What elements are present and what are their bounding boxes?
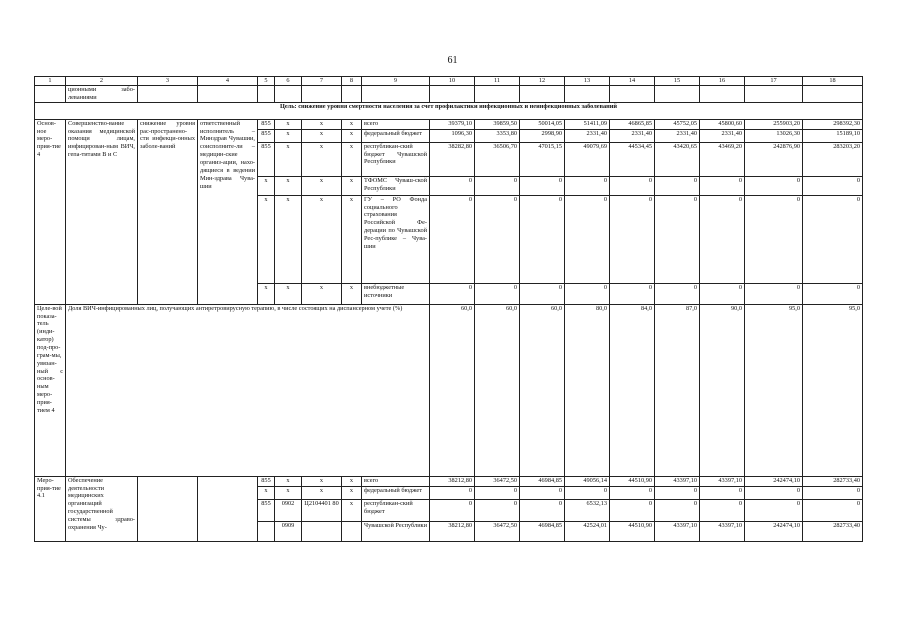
section-code: x bbox=[275, 283, 302, 304]
funding-value: 0 bbox=[565, 195, 610, 283]
funding-value: 0 bbox=[655, 195, 700, 283]
expense-type-code: x bbox=[342, 129, 362, 142]
funding-value: 49056,14 bbox=[565, 476, 610, 486]
funding-value: 0 bbox=[430, 283, 475, 304]
funding-value: 15189,10 bbox=[803, 129, 863, 142]
funding-value: 0 bbox=[565, 486, 610, 499]
expense-type-code: x bbox=[342, 176, 362, 195]
funding-source: всего bbox=[362, 476, 430, 486]
funding-value: 0 bbox=[520, 176, 565, 195]
target-article-code: x bbox=[302, 142, 342, 176]
funding-value: 0 bbox=[803, 176, 863, 195]
column-numbers-row bbox=[35, 77, 863, 86]
target-article-code: x bbox=[302, 176, 342, 195]
target-article-code: x bbox=[302, 119, 342, 129]
funding-value: 39859,50 bbox=[475, 119, 520, 129]
funding-value: 45800,60 bbox=[700, 119, 745, 129]
funding-value: 0 bbox=[475, 499, 520, 521]
funding-value: 255903,20 bbox=[745, 119, 803, 129]
section-code: x bbox=[275, 119, 302, 129]
indicator-value: 60,0 bbox=[520, 304, 565, 476]
column-number: 9 bbox=[362, 77, 430, 86]
indicator-value: 80,0 bbox=[565, 304, 610, 476]
indicator-value: 95,0 bbox=[745, 304, 803, 476]
funding-value: 0 bbox=[700, 499, 745, 521]
funding-value: 45752,05 bbox=[655, 119, 700, 129]
grbs-code: 855 bbox=[258, 476, 275, 486]
funding-value: 282733,40 bbox=[803, 476, 863, 486]
funding-value: 0 bbox=[700, 176, 745, 195]
funding-value: 0 bbox=[700, 195, 745, 283]
funding-source: федеральный бюджет bbox=[362, 129, 430, 142]
column-number: 10 bbox=[430, 77, 475, 86]
expense-type-code: x bbox=[342, 142, 362, 176]
column-number: 7 bbox=[302, 77, 342, 86]
funding-value: 46984,85 bbox=[520, 521, 565, 541]
funding-value: 0 bbox=[610, 486, 655, 499]
indicator-value: 95,0 bbox=[803, 304, 863, 476]
target-article-code: x bbox=[302, 283, 342, 304]
section-code: 0909 bbox=[275, 521, 302, 541]
section-code: x bbox=[275, 142, 302, 176]
budget-table bbox=[34, 76, 863, 542]
funding-value: 0 bbox=[745, 176, 803, 195]
column-number: 15 bbox=[655, 77, 700, 86]
measure-name: Совершенство-вание оказания медицинской помощи лицам, инфицирован-ным ВИЧ, гепа-титами В и С bbox=[66, 119, 138, 304]
continuation-text: ционными забо-леваниями bbox=[66, 86, 138, 103]
column-number: 5 bbox=[258, 77, 275, 86]
funding-value: 0 bbox=[745, 486, 803, 499]
page-number: 61 bbox=[447, 55, 458, 66]
funding-value: 36472,50 bbox=[475, 521, 520, 541]
funding-value: 242474,10 bbox=[745, 521, 803, 541]
funding-value: 13026,30 bbox=[745, 129, 803, 142]
funding-value: 43397,10 bbox=[700, 521, 745, 541]
funding-value: 0 bbox=[610, 176, 655, 195]
measure41-row bbox=[35, 476, 863, 486]
funding-value: 2331,40 bbox=[655, 129, 700, 142]
funding-value: 242876,90 bbox=[745, 142, 803, 176]
section-code: x bbox=[275, 195, 302, 283]
funding-value: 0 bbox=[745, 195, 803, 283]
funding-value: 2331,40 bbox=[700, 129, 745, 142]
indicator-value: 84,0 bbox=[610, 304, 655, 476]
funding-value: 36472,50 bbox=[475, 476, 520, 486]
funding-value: 46984,85 bbox=[520, 476, 565, 486]
goal-row bbox=[35, 102, 863, 119]
funding-value: 0 bbox=[803, 486, 863, 499]
indicator-label: Целе-вой показа-тель (инди-катор) под-про-грам-мы, увязан-ный с основ-ным меро-прия-тием 4 bbox=[35, 304, 66, 476]
funding-value: 0 bbox=[700, 283, 745, 304]
measure-label: Меро-прия-тие 4.1 bbox=[35, 476, 66, 541]
funding-value: 0 bbox=[610, 195, 655, 283]
funding-value: 0 bbox=[520, 486, 565, 499]
expense-type-code: x bbox=[342, 119, 362, 129]
funding-value: 0 bbox=[610, 283, 655, 304]
funding-source: всего bbox=[362, 119, 430, 129]
funding-value: 39379,10 bbox=[430, 119, 475, 129]
funding-value: 44534,45 bbox=[610, 142, 655, 176]
funding-value: 38282,80 bbox=[430, 142, 475, 176]
funding-value: 44510,90 bbox=[610, 521, 655, 541]
section-code: x bbox=[275, 486, 302, 499]
target-article-code: x bbox=[302, 195, 342, 283]
funding-value: 0 bbox=[475, 283, 520, 304]
funding-value: 38212,80 bbox=[430, 476, 475, 486]
section-code: x bbox=[275, 476, 302, 486]
funding-source: ТФОМС Чуваш-ской Республики bbox=[362, 176, 430, 195]
grbs-code: x bbox=[258, 176, 275, 195]
column-number: 12 bbox=[520, 77, 565, 86]
funding-value: 2331,40 bbox=[565, 129, 610, 142]
indicator-text: Доля ВИЧ-инфицированных лиц, получающих антиретровирусную терапию, в числе состоящих на диспансерном учете (%) bbox=[66, 304, 430, 476]
column-number: 11 bbox=[475, 77, 520, 86]
funding-source: республикан-ский бюджет bbox=[362, 499, 430, 521]
funding-value: 0 bbox=[475, 486, 520, 499]
funding-value: 0 bbox=[655, 176, 700, 195]
funding-source: ГУ – РО Фонда социального страхования Российской Фе-дерации по Чувашской Рес-публике – Чува-шии bbox=[362, 195, 430, 283]
funding-value: 0 bbox=[655, 486, 700, 499]
column-number: 14 bbox=[610, 77, 655, 86]
column-number: 16 bbox=[700, 77, 745, 86]
funding-value: 43469,20 bbox=[700, 142, 745, 176]
funding-value: 43397,10 bbox=[655, 476, 700, 486]
funding-value: 0 bbox=[430, 499, 475, 521]
column-number: 18 bbox=[803, 77, 863, 86]
funding-value: 50014,05 bbox=[520, 119, 565, 129]
target-article-code: x bbox=[302, 129, 342, 142]
funding-value: 0 bbox=[745, 499, 803, 521]
grbs-code: 855 bbox=[258, 499, 275, 521]
funding-value: 0 bbox=[430, 195, 475, 283]
grbs-code: 855 bbox=[258, 142, 275, 176]
executor bbox=[198, 476, 258, 541]
funding-value: 43420,65 bbox=[655, 142, 700, 176]
funding-value: 282733,40 bbox=[803, 521, 863, 541]
funding-value: 0 bbox=[520, 195, 565, 283]
column-number: 4 bbox=[198, 77, 258, 86]
expense-type-code: x bbox=[342, 476, 362, 486]
grbs-code: x bbox=[258, 486, 275, 499]
grbs-code bbox=[258, 521, 275, 541]
funding-value: 0 bbox=[803, 283, 863, 304]
funding-value: 36506,70 bbox=[475, 142, 520, 176]
column-number: 13 bbox=[565, 77, 610, 86]
column-number: 17 bbox=[745, 77, 803, 86]
funding-value: 0 bbox=[565, 283, 610, 304]
funding-value: 43397,10 bbox=[700, 476, 745, 486]
expense-type-code: x bbox=[342, 283, 362, 304]
funding-source: федеральный бюджет bbox=[362, 486, 430, 499]
measure-name: Обеспечение деятельности медицинских организаций государственной системы здраво-охранения Чу- bbox=[66, 476, 138, 541]
funding-source: Чувашской Республики bbox=[362, 521, 430, 541]
funding-value: 0 bbox=[475, 176, 520, 195]
funding-value: 0 bbox=[700, 486, 745, 499]
column-number: 1 bbox=[35, 77, 66, 86]
funding-value: 242474,10 bbox=[745, 476, 803, 486]
funding-value: 3353,80 bbox=[475, 129, 520, 142]
funding-value: 298392,30 bbox=[803, 119, 863, 129]
expected-result bbox=[138, 476, 198, 541]
funding-value: 0 bbox=[430, 176, 475, 195]
continuation-row bbox=[35, 86, 863, 103]
funding-value: 38212,80 bbox=[430, 521, 475, 541]
funding-value: 0 bbox=[520, 283, 565, 304]
executor: ответственный исполнитель – Минздрав Чувашии, соисполните-ли – медицин-ские организ-ации, нахо-дящиеся в ведении Мин-здрава Чува-шии bbox=[198, 119, 258, 304]
expense-type-code: x bbox=[342, 499, 362, 521]
funding-value: 0 bbox=[745, 283, 803, 304]
main4-row bbox=[35, 119, 863, 129]
funding-value: 6532,13 bbox=[565, 499, 610, 521]
grbs-code: x bbox=[258, 283, 275, 304]
column-number: 6 bbox=[275, 77, 302, 86]
expected-result: снижение уровня рас-пространено-сти инфекци-онных заболе-ваний bbox=[138, 119, 198, 304]
funding-value: 49079,69 bbox=[565, 142, 610, 176]
expense-type-code bbox=[342, 521, 362, 541]
measure-label: Основ-ное меро-прия-тие 4 bbox=[35, 119, 66, 304]
section-code: x bbox=[275, 176, 302, 195]
funding-value: 0 bbox=[655, 499, 700, 521]
funding-value: 1096,30 bbox=[430, 129, 475, 142]
funding-value: 0 bbox=[803, 499, 863, 521]
section-code: x bbox=[275, 129, 302, 142]
funding-value: 47015,15 bbox=[520, 142, 565, 176]
funding-value: 43397,10 bbox=[655, 521, 700, 541]
goal-text: Цель: снижение уровня смертности населения за счет профилактики инфекционных и неинфекционных заболеваний bbox=[35, 102, 863, 119]
column-number: 3 bbox=[138, 77, 198, 86]
indicator-value: 87,0 bbox=[655, 304, 700, 476]
funding-source: республикан-ский бюджет Чувашской Республики bbox=[362, 142, 430, 176]
indicator-row bbox=[35, 304, 863, 476]
funding-value: 0 bbox=[475, 195, 520, 283]
funding-value: 0 bbox=[430, 486, 475, 499]
section-code: 0902 bbox=[275, 499, 302, 521]
funding-value: 0 bbox=[565, 176, 610, 195]
funding-value: 51411,09 bbox=[565, 119, 610, 129]
grbs-code: 855 bbox=[258, 119, 275, 129]
target-article-code: x bbox=[302, 476, 342, 486]
indicator-value: 90,0 bbox=[700, 304, 745, 476]
funding-source: внебюджетные источники bbox=[362, 283, 430, 304]
grbs-code: 855 bbox=[258, 129, 275, 142]
target-article-code bbox=[302, 521, 342, 541]
column-number: 8 bbox=[342, 77, 362, 86]
funding-value: 0 bbox=[520, 499, 565, 521]
funding-value: 46865,85 bbox=[610, 119, 655, 129]
funding-value: 2998,90 bbox=[520, 129, 565, 142]
indicator-value: 60,0 bbox=[430, 304, 475, 476]
target-article-code: x bbox=[302, 486, 342, 499]
funding-value: 0 bbox=[655, 283, 700, 304]
funding-value: 2331,40 bbox=[610, 129, 655, 142]
funding-value: 42524,01 bbox=[565, 521, 610, 541]
funding-value: 283203,20 bbox=[803, 142, 863, 176]
funding-value: 0 bbox=[610, 499, 655, 521]
funding-value: 0 bbox=[803, 195, 863, 283]
expense-type-code: x bbox=[342, 195, 362, 283]
indicator-value: 60,0 bbox=[475, 304, 520, 476]
funding-value: 44510,90 bbox=[610, 476, 655, 486]
column-number: 2 bbox=[66, 77, 138, 86]
expense-type-code: x bbox=[342, 486, 362, 499]
grbs-code: x bbox=[258, 195, 275, 283]
target-article-code: Ц2104401 80 bbox=[302, 499, 342, 521]
